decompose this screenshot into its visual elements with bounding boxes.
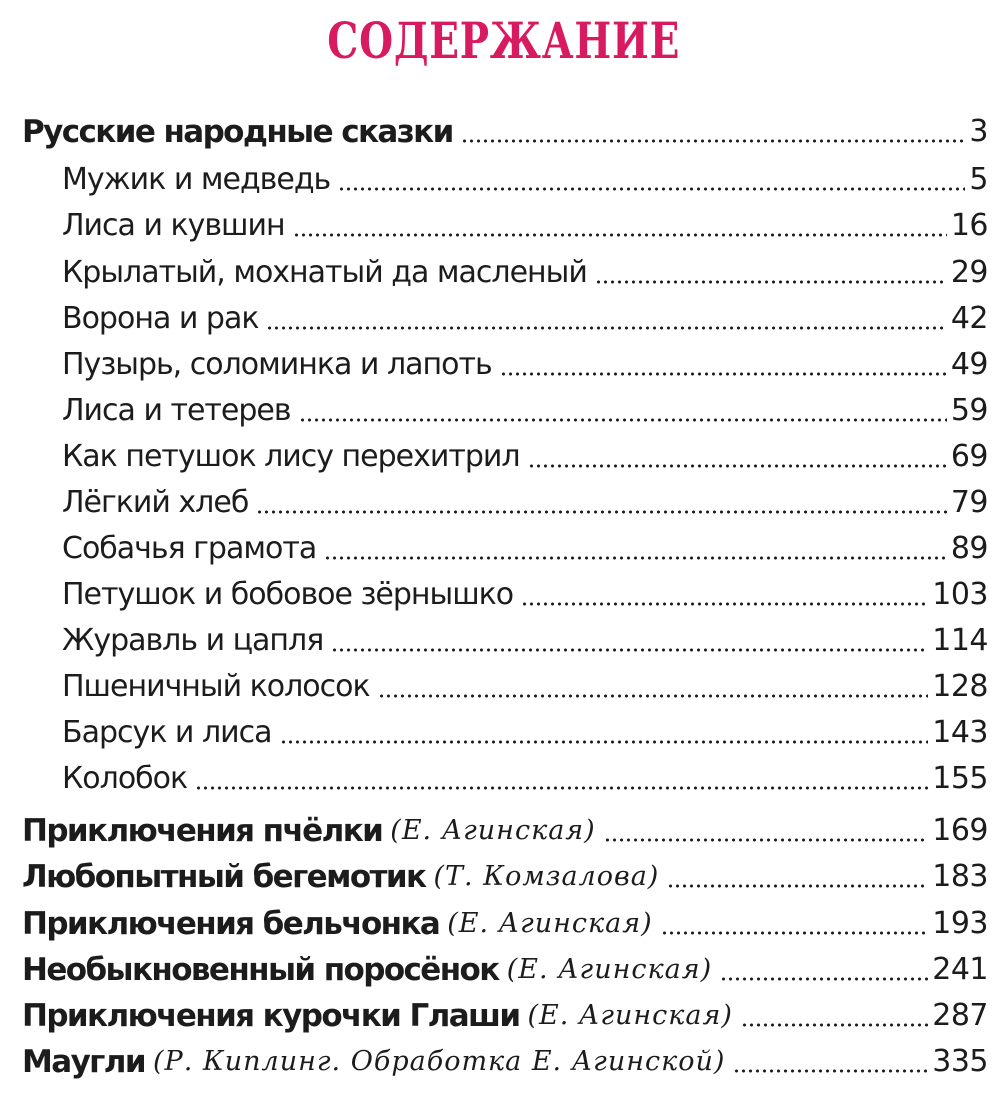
- toc-entry[interactable]: [62, 571, 988, 615]
- dot-leader: [500, 372, 947, 376]
- page-title: СОДЕРЖАНИЕ: [327, 11, 681, 70]
- toc-entry-title: Маугли: [22, 1044, 145, 1080]
- toc-entry-page: 155: [932, 761, 988, 796]
- toc-entry-section[interactable]: [22, 853, 988, 897]
- toc-entry-page: 79: [950, 485, 988, 520]
- dot-leader: [595, 280, 947, 284]
- toc-entry-title: Как петушок лису перехитрил: [62, 439, 520, 474]
- dot-leader: [733, 1069, 928, 1073]
- dot-leader: [299, 418, 947, 422]
- toc-entry-title: Собачья грамота: [62, 531, 317, 566]
- toc-entry-author: (Е. Агинская): [447, 908, 653, 939]
- dot-leader: [528, 464, 947, 468]
- dot-leader: [324, 556, 947, 560]
- toc-entry-title: Приключения курочки Глаши: [22, 998, 520, 1034]
- toc-entry-title: Пузырь, соломинка и лапоть: [62, 347, 492, 382]
- toc-entry[interactable]: [62, 479, 988, 523]
- toc-entry-section[interactable]: [22, 108, 988, 152]
- toc-entry[interactable]: [62, 156, 988, 200]
- toc-entry-page: 143: [932, 715, 988, 750]
- toc-entry[interactable]: [62, 341, 988, 385]
- toc-entry-author: (Е. Агинская): [506, 954, 713, 985]
- dot-leader: [720, 977, 928, 981]
- toc-entry-page: 42: [950, 301, 988, 336]
- dot-leader: [667, 884, 928, 888]
- toc-entry-page: 103: [932, 577, 988, 612]
- toc-entry-title: Лиса и тетерев: [62, 393, 291, 428]
- toc-entry-author: (Е. Агинская): [390, 815, 596, 846]
- dot-leader: [741, 1023, 928, 1027]
- toc-entry-page: 128: [932, 669, 988, 704]
- toc-entry-title: Колобок: [62, 761, 188, 796]
- dot-leader: [293, 233, 947, 237]
- toc-entry[interactable]: [62, 295, 988, 339]
- toc-entry[interactable]: [62, 617, 988, 661]
- toc-entry[interactable]: [62, 387, 988, 431]
- dot-leader: [378, 694, 929, 698]
- toc-entry-page: 287: [932, 998, 988, 1033]
- toc-entry-title: Журавль и цапля: [62, 623, 324, 658]
- dot-leader: [195, 786, 928, 790]
- toc-entry-page: 5: [969, 162, 988, 197]
- dot-leader: [256, 510, 946, 514]
- dot-leader: [331, 648, 928, 652]
- toc-entry-title: Лиса и кувшин: [62, 208, 285, 243]
- toc-entry-page: 89: [950, 531, 988, 566]
- toc-entry-author: (Е. Агинская): [527, 1000, 733, 1031]
- toc-entry[interactable]: [62, 709, 988, 753]
- dot-leader: [461, 139, 966, 143]
- toc-entry-section[interactable]: [22, 946, 988, 990]
- toc-entry-author: (Р. Киплинг. Обработка Е. Агинской): [153, 1046, 726, 1077]
- dot-leader: [521, 602, 928, 606]
- toc-entry-page: 49: [950, 347, 988, 382]
- toc-entry-section[interactable]: [22, 1038, 988, 1082]
- toc-entry-page: 3: [969, 114, 988, 149]
- toc-entry-title: Ворона и рак: [62, 301, 259, 336]
- toc-entry-title: Лёгкий хлеб: [62, 485, 249, 520]
- dot-leader: [280, 740, 929, 744]
- toc-entry-page: 183: [932, 859, 988, 894]
- toc-entry-title: Петушок и бобовое зёрнышко: [62, 577, 514, 612]
- toc-entry-page: 169: [932, 813, 988, 848]
- toc-entry-page: 29: [950, 255, 988, 290]
- toc-entry-author: (Т. Комзалова): [433, 861, 660, 892]
- toc-entry-title: Необыкновенный поросёнок: [22, 952, 499, 988]
- toc-entry[interactable]: [62, 755, 988, 799]
- toc-entry-page: 16: [950, 208, 988, 243]
- dot-leader: [604, 838, 929, 842]
- toc-entry-page: 335: [932, 1044, 988, 1079]
- toc-entry-title: Русские народные сказки: [22, 114, 453, 150]
- toc-entry-page: 69: [950, 439, 988, 474]
- toc-entry-title: Приключения бельчонка: [22, 906, 440, 942]
- toc-entry-title: Приключения пчёлки: [22, 813, 383, 849]
- toc-entry[interactable]: [62, 202, 988, 246]
- toc-entry[interactable]: [62, 433, 988, 477]
- toc-entry-title: Мужик и медведь: [62, 162, 331, 197]
- toc-entry-title: Любопытный бегемотик: [22, 859, 426, 895]
- toc-entry-page: 59: [950, 393, 988, 428]
- toc-entry-page: 193: [932, 906, 988, 941]
- toc-entry[interactable]: [62, 663, 988, 707]
- dot-leader: [661, 931, 929, 935]
- toc-entry-page: 114: [932, 623, 988, 658]
- toc-entry-title: Барсук и лиса: [62, 715, 272, 750]
- toc-entry-section[interactable]: [22, 992, 988, 1036]
- dot-leader: [266, 326, 946, 330]
- toc-entry-section[interactable]: [22, 807, 988, 851]
- toc-entry-title: Пшеничный колосок: [62, 669, 370, 704]
- toc-entry-page: 241: [932, 952, 988, 987]
- toc-entry[interactable]: [62, 249, 988, 293]
- toc-entry-section[interactable]: [22, 900, 988, 944]
- dot-leader: [338, 187, 965, 191]
- toc-entry[interactable]: [62, 525, 988, 569]
- toc-entry-title: Крылатый, мохнатый да масленый: [62, 255, 587, 290]
